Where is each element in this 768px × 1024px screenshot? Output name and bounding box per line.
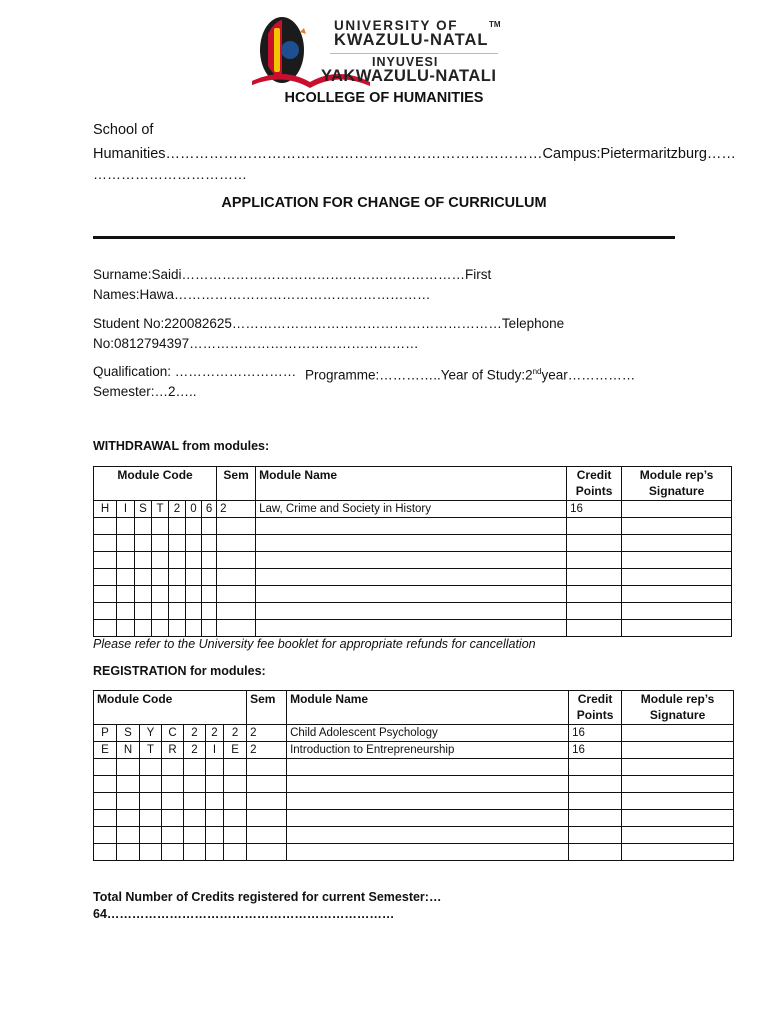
empty-cell (117, 569, 135, 586)
empty-table-row (94, 844, 734, 861)
empty-cell (622, 810, 734, 827)
empty-cell (202, 620, 217, 637)
empty-cell (224, 776, 247, 793)
empty-cell (567, 620, 622, 637)
empty-cell (94, 603, 117, 620)
empty-cell (184, 793, 206, 810)
empty-cell (202, 586, 217, 603)
empty-cell (622, 535, 732, 552)
module-code-char: 2 (184, 742, 206, 759)
empty-cell (169, 603, 186, 620)
empty-cell (217, 569, 256, 586)
empty-cell (569, 827, 622, 844)
empty-cell (287, 844, 569, 861)
module-code-char: E (224, 742, 247, 759)
empty-cell (206, 827, 224, 844)
module-code-char: 2 (224, 725, 247, 742)
table-row (94, 742, 734, 759)
empty-cell (247, 793, 287, 810)
col-header-sem: Sem (217, 467, 256, 501)
empty-cell (224, 810, 247, 827)
college-heading: HCOLLEGE OF HUMANITIES (284, 90, 484, 106)
empty-cell (117, 776, 140, 793)
empty-cell (224, 827, 247, 844)
empty-cell (140, 793, 162, 810)
names-field: Names:Hawa………………………………………………… (93, 287, 431, 302)
empty-table-row (94, 518, 732, 535)
empty-cell (152, 552, 169, 569)
empty-cell (94, 844, 117, 861)
programme-year-field (305, 364, 635, 384)
module-code-char: 2 (184, 725, 206, 742)
col-header-module-code: Module Code (94, 467, 217, 501)
empty-cell (567, 535, 622, 552)
empty-cell (256, 620, 567, 637)
student-number-field: Student No:220082625……………………………………………………Telephone (93, 316, 565, 331)
empty-cell (567, 586, 622, 603)
empty-cell (135, 603, 152, 620)
empty-cell (206, 793, 224, 810)
table-row (94, 725, 734, 742)
school-line-1: School of (93, 122, 154, 138)
empty-cell (140, 810, 162, 827)
module-code-char: C (162, 725, 184, 742)
empty-cell (569, 793, 622, 810)
col-header-sem: Sem (247, 691, 287, 725)
empty-cell (152, 586, 169, 603)
col-header-credit-points: Credit Points (569, 691, 622, 725)
logo-divider (330, 53, 498, 54)
empty-cell (152, 620, 169, 637)
module-code-char: R (162, 742, 184, 759)
empty-cell (622, 759, 734, 776)
module-signature (622, 725, 734, 742)
empty-cell (186, 569, 202, 586)
empty-cell (567, 603, 622, 620)
empty-cell (94, 552, 117, 569)
module-code-char: T (152, 501, 169, 518)
empty-cell (140, 776, 162, 793)
empty-cell (256, 586, 567, 603)
empty-cell (217, 552, 256, 569)
registration-heading: REGISTRATION for modules: (93, 664, 266, 678)
empty-cell (217, 620, 256, 637)
empty-cell (287, 759, 569, 776)
module-credit: 16 (569, 742, 622, 759)
empty-table-row (94, 827, 734, 844)
empty-cell (186, 603, 202, 620)
empty-cell (135, 586, 152, 603)
empty-cell (117, 620, 135, 637)
empty-cell (135, 518, 152, 535)
col-header-signature: Module rep’s Signature (622, 467, 732, 501)
empty-cell (94, 518, 117, 535)
module-code-char: N (117, 742, 140, 759)
empty-table-row (94, 620, 732, 637)
empty-cell (202, 603, 217, 620)
empty-cell (135, 552, 152, 569)
empty-table-row (94, 776, 734, 793)
empty-cell (256, 603, 567, 620)
university-name-line-2: KWAZULU-NATAL (334, 31, 489, 49)
module-code-char: 0 (186, 501, 202, 518)
school-line-3: …………………………… (93, 166, 247, 182)
trademark-mark: TM (489, 20, 501, 29)
form-title: APPLICATION FOR CHANGE OF CURRICULUM (221, 195, 547, 211)
empty-cell (622, 569, 732, 586)
empty-cell (169, 535, 186, 552)
module-sem: 2 (217, 501, 256, 518)
col-header-signature: Module rep’s Signature (622, 691, 734, 725)
empty-cell (94, 535, 117, 552)
empty-cell (135, 620, 152, 637)
year-rest: year…………… (541, 367, 636, 383)
qualification-field: Qualification: ……………………… (93, 364, 297, 379)
empty-cell (117, 810, 140, 827)
empty-cell (162, 793, 184, 810)
empty-cell (94, 759, 117, 776)
school-campus-line: Humanities……………………………………………………………………Campus:Pietermaritzburg…… (93, 146, 736, 162)
empty-cell (186, 586, 202, 603)
module-code-char: 6 (202, 501, 217, 518)
module-code-char: Y (140, 725, 162, 742)
empty-cell (247, 827, 287, 844)
empty-cell (94, 810, 117, 827)
empty-table-row (94, 535, 732, 552)
module-code-char: S (135, 501, 152, 518)
empty-cell (186, 552, 202, 569)
module-sem: 2 (247, 742, 287, 759)
module-code-char: E (94, 742, 117, 759)
empty-cell (94, 827, 117, 844)
module-signature (622, 742, 734, 759)
empty-table-row (94, 793, 734, 810)
shield-emblem-icon (260, 17, 306, 83)
empty-cell (169, 518, 186, 535)
empty-cell (152, 535, 169, 552)
col-header-module-name: Module Name (287, 691, 569, 725)
empty-cell (135, 535, 152, 552)
empty-cell (256, 535, 567, 552)
empty-cell (135, 569, 152, 586)
empty-cell (622, 776, 734, 793)
col-header-module-code: Module Code (94, 691, 247, 725)
empty-cell (152, 518, 169, 535)
empty-cell (206, 776, 224, 793)
empty-cell (217, 586, 256, 603)
empty-cell (162, 810, 184, 827)
empty-cell (206, 844, 224, 861)
empty-cell (567, 552, 622, 569)
registration-table (93, 690, 734, 861)
col-header-module-name: Module Name (256, 467, 567, 501)
module-code-char: 2 (206, 725, 224, 742)
table-row (94, 501, 732, 518)
empty-cell (184, 844, 206, 861)
withdrawal-heading: WITHDRAWAL from modules: (93, 439, 270, 453)
empty-cell (256, 552, 567, 569)
empty-cell (169, 552, 186, 569)
empty-table-row (94, 759, 734, 776)
empty-cell (287, 810, 569, 827)
empty-cell (224, 844, 247, 861)
empty-table-row (94, 810, 734, 827)
empty-cell (152, 569, 169, 586)
empty-cell (117, 586, 135, 603)
empty-cell (94, 569, 117, 586)
empty-cell (202, 552, 217, 569)
empty-cell (287, 827, 569, 844)
total-credits-label: Total Number of Credits registered for current Semester:… (93, 890, 442, 904)
empty-cell (622, 827, 734, 844)
empty-cell (206, 810, 224, 827)
empty-cell (117, 552, 135, 569)
empty-cell (622, 552, 732, 569)
module-code-char: P (94, 725, 117, 742)
empty-cell (622, 518, 732, 535)
empty-cell (217, 603, 256, 620)
module-name: Child Adolescent Psychology (287, 725, 569, 742)
module-credit: 16 (567, 501, 622, 518)
empty-cell (184, 810, 206, 827)
empty-cell (186, 518, 202, 535)
surname-field: Surname:Saidi………………………………………………………First (93, 267, 492, 282)
semester-field: Semester:…2….. (93, 384, 197, 399)
empty-cell (247, 810, 287, 827)
empty-cell (256, 518, 567, 535)
empty-cell (569, 759, 622, 776)
empty-cell (162, 827, 184, 844)
empty-cell (162, 844, 184, 861)
empty-cell (162, 776, 184, 793)
empty-table-row (94, 603, 732, 620)
empty-cell (117, 793, 140, 810)
empty-cell (117, 844, 140, 861)
module-sem: 2 (247, 725, 287, 742)
empty-cell (287, 776, 569, 793)
module-code-char: 2 (169, 501, 186, 518)
module-credit: 16 (569, 725, 622, 742)
empty-cell (94, 776, 117, 793)
empty-cell (217, 535, 256, 552)
empty-cell (117, 759, 140, 776)
empty-cell (202, 518, 217, 535)
module-signature (622, 501, 732, 518)
empty-cell (569, 810, 622, 827)
empty-cell (169, 569, 186, 586)
telephone-field: No:0812794397…………………………………………… (93, 336, 419, 351)
module-name: Law, Crime and Society in History (256, 501, 567, 518)
total-credits-value: 64…………………………………………………………… (93, 907, 395, 921)
empty-cell (256, 569, 567, 586)
empty-table-row (94, 586, 732, 603)
empty-cell (184, 759, 206, 776)
empty-cell (140, 844, 162, 861)
empty-cell (184, 827, 206, 844)
empty-cell (202, 535, 217, 552)
empty-cell (622, 603, 732, 620)
empty-cell (117, 535, 135, 552)
university-name-line-3: INYUVESI (372, 55, 439, 69)
withdrawal-table (93, 466, 732, 637)
empty-cell (622, 620, 732, 637)
module-code-char: I (206, 742, 224, 759)
empty-cell (186, 620, 202, 637)
empty-cell (569, 844, 622, 861)
empty-cell (224, 759, 247, 776)
title-rule (93, 236, 675, 239)
empty-cell (247, 776, 287, 793)
empty-cell (140, 759, 162, 776)
empty-cell (287, 793, 569, 810)
empty-table-row (94, 569, 732, 586)
empty-cell (94, 620, 117, 637)
module-code-char: S (117, 725, 140, 742)
empty-cell (206, 759, 224, 776)
university-name-line-4: YAKWAZULU-NATALI (321, 67, 497, 85)
empty-cell (94, 586, 117, 603)
university-name-line-1: UNIVERSITY OF (334, 18, 459, 33)
empty-cell (567, 518, 622, 535)
module-code-char: H (94, 501, 117, 518)
empty-cell (247, 759, 287, 776)
empty-cell (152, 603, 169, 620)
empty-cell (247, 844, 287, 861)
empty-cell (569, 776, 622, 793)
refund-note: Please refer to the University fee booklet for appropriate refunds for cancellation (93, 637, 536, 651)
empty-cell (217, 518, 256, 535)
year-ordinal: nd (532, 367, 542, 376)
empty-cell (94, 793, 117, 810)
empty-cell (169, 620, 186, 637)
empty-cell (224, 793, 247, 810)
module-code-char: T (140, 742, 162, 759)
module-code-char: I (117, 501, 135, 518)
empty-cell (202, 569, 217, 586)
empty-cell (622, 793, 734, 810)
empty-table-row (94, 552, 732, 569)
empty-cell (622, 844, 734, 861)
module-name: Introduction to Entrepreneurship (287, 742, 569, 759)
empty-cell (184, 776, 206, 793)
empty-cell (622, 586, 732, 603)
empty-cell (567, 569, 622, 586)
programme-year-label: Programme:…………..Year of Study:2 (305, 367, 533, 383)
empty-cell (117, 603, 135, 620)
empty-cell (117, 518, 135, 535)
col-header-credit-points: Credit Points (567, 467, 622, 501)
empty-cell (162, 759, 184, 776)
empty-cell (140, 827, 162, 844)
empty-cell (117, 827, 140, 844)
empty-cell (186, 535, 202, 552)
empty-cell (169, 586, 186, 603)
